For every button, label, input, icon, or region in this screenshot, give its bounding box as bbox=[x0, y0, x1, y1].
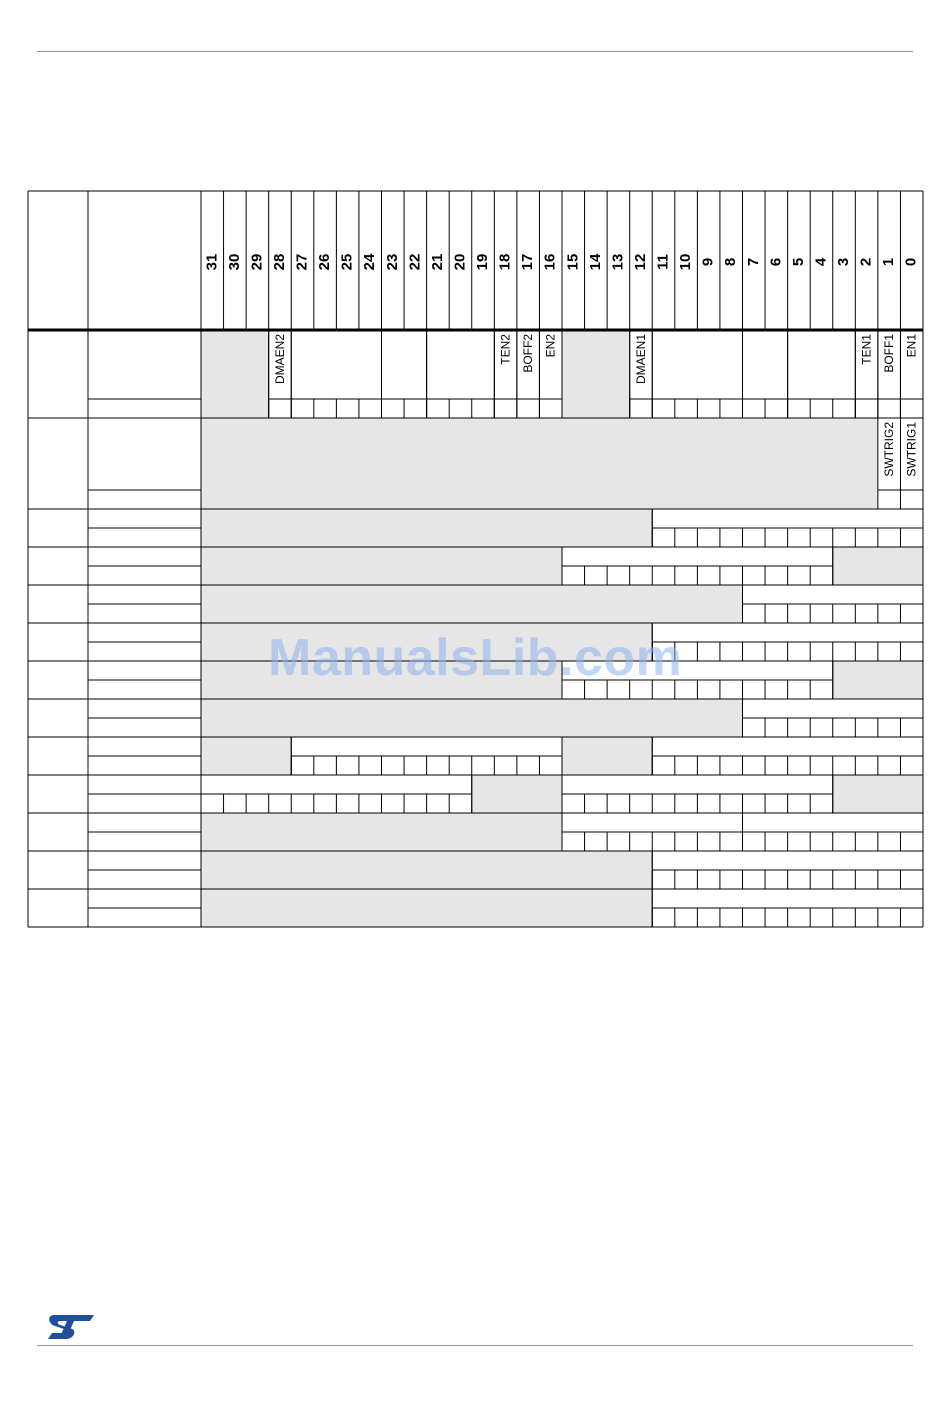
bit-number-18: 18 bbox=[496, 253, 514, 271]
reserved-block bbox=[833, 661, 923, 699]
bit-number-17: 17 bbox=[519, 253, 537, 271]
bit-number-7: 7 bbox=[744, 257, 762, 267]
field-label-ten1: TEN1 bbox=[859, 334, 874, 365]
reserved-block bbox=[472, 775, 562, 813]
bit-number-9: 9 bbox=[699, 257, 717, 267]
bit-number-31: 31 bbox=[203, 253, 221, 271]
bit-number-16: 16 bbox=[541, 253, 559, 271]
field-label-swtrig1: SWTRIG1 bbox=[904, 422, 919, 477]
reserved-block bbox=[201, 889, 652, 927]
bit-number-5: 5 bbox=[789, 257, 807, 267]
reserved-block bbox=[201, 547, 562, 585]
bit-number-25: 25 bbox=[338, 253, 356, 271]
reserved-block bbox=[201, 330, 269, 418]
bit-number-14: 14 bbox=[586, 253, 604, 271]
bit-number-22: 22 bbox=[406, 253, 424, 271]
bit-number-11: 11 bbox=[654, 254, 672, 270]
bit-number-2: 2 bbox=[857, 257, 875, 267]
bit-number-26: 26 bbox=[316, 253, 334, 271]
field-label-boff2: BOFF2 bbox=[521, 334, 536, 373]
reserved-block bbox=[833, 775, 923, 813]
bit-number-8: 8 bbox=[722, 257, 740, 267]
reserved-block bbox=[833, 547, 923, 585]
bit-number-27: 27 bbox=[293, 253, 311, 271]
reserved-block bbox=[201, 418, 878, 509]
bit-number-3: 3 bbox=[835, 257, 852, 267]
reserved-block bbox=[562, 737, 652, 775]
bit-number-19: 19 bbox=[474, 253, 491, 271]
reserved-block bbox=[201, 813, 562, 851]
reserved-block bbox=[562, 330, 630, 418]
field-label-ten2: TEN2 bbox=[498, 334, 513, 365]
field-label-en2: EN2 bbox=[543, 334, 558, 358]
bit-number-20: 20 bbox=[451, 253, 469, 271]
field-label-dmaen1: DMAEN1 bbox=[633, 334, 648, 385]
bit-number-23: 23 bbox=[383, 253, 401, 271]
field-label-en1: EN1 bbox=[904, 334, 919, 358]
bit-number-0: 0 bbox=[902, 257, 920, 267]
bit-number-10: 10 bbox=[677, 253, 695, 271]
bit-number-28: 28 bbox=[270, 253, 288, 271]
reserved-block bbox=[201, 699, 743, 737]
bit-number-6: 6 bbox=[767, 257, 785, 267]
field-label-swtrig2: SWTRIG2 bbox=[882, 422, 897, 477]
bit-number-13: 13 bbox=[609, 253, 627, 271]
bit-number-15: 15 bbox=[564, 253, 582, 271]
watermark: ManualsLib.com bbox=[268, 629, 683, 687]
bit-number-30: 30 bbox=[225, 253, 243, 271]
bit-number-29: 29 bbox=[248, 253, 266, 271]
reserved-block bbox=[201, 737, 291, 775]
reserved-block bbox=[201, 509, 652, 547]
bit-number-4: 4 bbox=[812, 257, 830, 267]
bit-number-24: 24 bbox=[361, 253, 379, 271]
field-label-boff1: BOFF1 bbox=[882, 334, 897, 373]
reserved-block bbox=[201, 851, 652, 889]
bit-number-21: 21 bbox=[428, 253, 446, 271]
reserved-block bbox=[201, 585, 743, 623]
field-label-dmaen2: DMAEN2 bbox=[272, 334, 287, 385]
st-logo-icon bbox=[44, 1312, 102, 1342]
bit-number-12: 12 bbox=[631, 253, 649, 271]
bit-number-1: 1 bbox=[880, 257, 898, 267]
